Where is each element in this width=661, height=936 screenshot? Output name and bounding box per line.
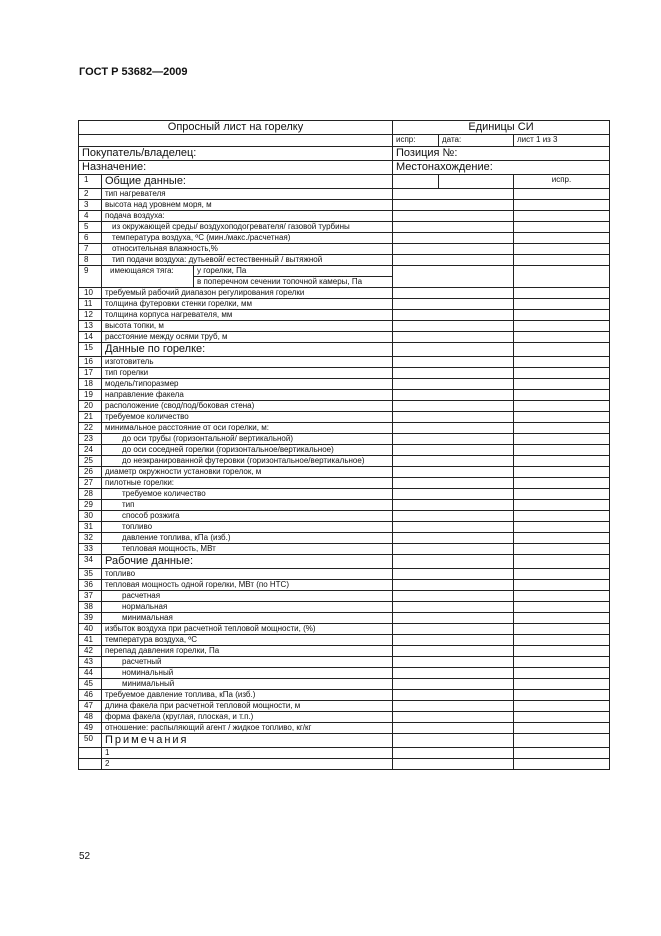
row-label: топливо <box>102 569 393 580</box>
value-cell[interactable] <box>393 244 514 255</box>
buyer-label: Покупатель/владелец: <box>79 147 393 161</box>
row-number <box>79 759 102 770</box>
note-line: 2 <box>102 759 393 770</box>
purpose-label: Назначение: <box>79 161 393 175</box>
draft-burner-label: у горелки, Па <box>194 266 392 277</box>
table-row <box>79 244 610 255</box>
row-number: 8 <box>79 255 102 266</box>
table-row <box>79 467 610 478</box>
value-cell[interactable] <box>393 266 514 288</box>
value-cell[interactable] <box>393 668 514 679</box>
value-cell[interactable] <box>514 759 610 770</box>
section-heading: Примечания <box>102 734 393 748</box>
table-row <box>79 478 610 489</box>
row-number: 49 <box>79 723 102 734</box>
table-row <box>79 390 610 401</box>
row-label: высота над уровнем моря, м <box>102 200 393 211</box>
table-row <box>79 357 610 368</box>
row-number: 19 <box>79 390 102 401</box>
units-title: Единицы СИ <box>393 121 610 135</box>
row-label: расчетная <box>102 591 393 602</box>
row-label: минимальная <box>102 613 393 624</box>
row-label: требуемый рабочий диапазон регулирования горелки <box>102 288 393 299</box>
value-cell[interactable] <box>393 690 514 701</box>
value-cell[interactable] <box>514 244 610 255</box>
value-cell[interactable] <box>393 255 514 266</box>
row-number: 50 <box>79 734 102 748</box>
value-cell[interactable] <box>393 712 514 723</box>
table-row <box>79 343 610 357</box>
row-number: 21 <box>79 412 102 423</box>
row-number: 45 <box>79 679 102 690</box>
table-row <box>79 489 610 500</box>
table-row <box>79 701 610 712</box>
value-cell[interactable] <box>514 200 610 211</box>
value-cell[interactable] <box>393 321 514 332</box>
value-cell[interactable] <box>514 222 610 233</box>
row-number: 2 <box>79 189 102 200</box>
row-number: 12 <box>79 310 102 321</box>
row-label: номинальный <box>102 668 393 679</box>
table-row <box>79 401 610 412</box>
row-number: 28 <box>79 489 102 500</box>
value-cell[interactable] <box>514 211 610 222</box>
row-number: 29 <box>79 500 102 511</box>
value-cell[interactable] <box>393 500 514 511</box>
row-number: 3 <box>79 200 102 211</box>
value-cell[interactable] <box>393 544 514 555</box>
value-cell[interactable] <box>514 569 610 580</box>
value-cell[interactable] <box>514 624 610 635</box>
row-label: до неэкранированной футеровки (горизонтальное/вертикальное) <box>102 456 393 467</box>
row-label: до оси соседней горелки (горизонтальное/вертикальное) <box>102 445 393 456</box>
value-cell[interactable] <box>514 613 610 624</box>
value-cell[interactable] <box>439 175 514 189</box>
row-number: 40 <box>79 624 102 635</box>
value-cell[interactable] <box>514 390 610 401</box>
value-cell[interactable] <box>393 189 514 200</box>
row-number: 23 <box>79 434 102 445</box>
blank-cell <box>79 135 393 147</box>
value-cell[interactable] <box>393 233 514 244</box>
row-label: отношение: распыляющий агент / жидкое топливо, кг/кг <box>102 723 393 734</box>
table-row <box>79 211 610 222</box>
value-cell[interactable] <box>393 580 514 591</box>
table-row <box>79 555 610 569</box>
value-cell[interactable] <box>393 522 514 533</box>
row-label: минимальное расстояние от оси горелки, м: <box>102 423 393 434</box>
value-cell[interactable] <box>393 310 514 321</box>
row-label: способ розжига <box>102 511 393 522</box>
table-row <box>79 657 610 668</box>
location-label: Местонахождение: <box>393 161 610 175</box>
section-heading: Рабочие данные: <box>102 555 393 569</box>
value-cell[interactable] <box>393 613 514 624</box>
value-cell[interactable] <box>514 602 610 613</box>
section-heading: Данные по горелке: <box>102 343 393 357</box>
value-cell[interactable] <box>514 321 610 332</box>
value-cell[interactable] <box>393 211 514 222</box>
table-row <box>79 591 610 602</box>
row-number: 15 <box>79 343 102 357</box>
table-row <box>79 255 610 266</box>
value-cell[interactable] <box>514 357 610 368</box>
row-label: форма факела (круглая, плоская, и т.п.) <box>102 712 393 723</box>
row-label: тепловая мощность, МВт <box>102 544 393 555</box>
table-row <box>79 646 610 657</box>
table-row <box>79 288 610 299</box>
value-cell[interactable] <box>514 467 610 478</box>
row-number: 11 <box>79 299 102 310</box>
row-number: 18 <box>79 379 102 390</box>
table-row <box>79 613 610 624</box>
value-cell[interactable] <box>393 467 514 478</box>
row-number: 5 <box>79 222 102 233</box>
row-label: высота топки, м <box>102 321 393 332</box>
value-cell[interactable] <box>393 332 514 343</box>
row-label: тип подачи воздуха: дутьевой/ естественный / вытяжной <box>102 255 393 266</box>
value-cell[interactable] <box>514 591 610 602</box>
ispr-column-label: испр. <box>514 175 610 189</box>
row-label: минимальный <box>102 679 393 690</box>
value-cell[interactable] <box>393 759 514 770</box>
table-row <box>79 500 610 511</box>
table-row <box>79 759 610 770</box>
value-cell[interactable] <box>514 679 610 690</box>
row-label: имеющаяся тяга: <box>102 266 194 288</box>
value-cell[interactable] <box>393 533 514 544</box>
table-row <box>79 379 610 390</box>
table-row <box>79 624 610 635</box>
value-cell[interactable] <box>514 690 610 701</box>
value-cell[interactable] <box>514 288 610 299</box>
row-label: тип <box>102 500 393 511</box>
draft-chamber-label: в поперечном сечении топочной камеры, Па <box>197 277 363 286</box>
value-cell[interactable] <box>393 401 514 412</box>
value-cell[interactable] <box>393 456 514 467</box>
table-row <box>79 434 610 445</box>
row-number: 38 <box>79 602 102 613</box>
table-row <box>79 635 610 646</box>
table-row <box>79 668 610 679</box>
value-cell[interactable] <box>393 200 514 211</box>
row-label: диаметр окружности установки горелок, м <box>102 467 393 478</box>
value-cell[interactable] <box>514 748 610 759</box>
value-cell[interactable] <box>514 423 610 434</box>
table-row <box>79 544 610 555</box>
value-cell[interactable] <box>393 624 514 635</box>
value-cell[interactable] <box>393 357 514 368</box>
row-number: 27 <box>79 478 102 489</box>
table-row <box>79 712 610 723</box>
value-cell[interactable] <box>393 412 514 423</box>
table-row <box>79 299 610 310</box>
value-cell[interactable] <box>514 723 610 734</box>
table-row <box>79 580 610 591</box>
value-cell[interactable] <box>393 423 514 434</box>
table-row <box>79 690 610 701</box>
row-label: тип горелки <box>102 368 393 379</box>
row-label: пилотные горелки: <box>102 478 393 489</box>
row-label: давление топлива, кПа (изб.) <box>102 533 393 544</box>
table-row <box>79 748 610 759</box>
table-row <box>79 189 610 200</box>
value-cell[interactable] <box>393 602 514 613</box>
date-label: дата: <box>439 135 514 147</box>
row-number: 33 <box>79 544 102 555</box>
row-label: требуемое количество <box>102 412 393 423</box>
value-cell[interactable] <box>393 657 514 668</box>
row-label: до оси трубы (горизонтальной/ вертикальной) <box>102 434 393 445</box>
value-cell[interactable] <box>393 723 514 734</box>
value-cell[interactable] <box>514 500 610 511</box>
row-number: 20 <box>79 401 102 412</box>
row-number: 30 <box>79 511 102 522</box>
row-label: требуемое давление топлива, кПа (изб.) <box>102 690 393 701</box>
row-number: 7 <box>79 244 102 255</box>
table-row <box>79 602 610 613</box>
value-cell[interactable] <box>514 511 610 522</box>
row-number: 32 <box>79 533 102 544</box>
row-number: 6 <box>79 233 102 244</box>
row-number: 42 <box>79 646 102 657</box>
value-cell[interactable] <box>393 679 514 690</box>
row-label: модель/типоразмер <box>102 379 393 390</box>
table-row <box>79 266 610 288</box>
row-number: 36 <box>79 580 102 591</box>
row-number: 47 <box>79 701 102 712</box>
row-label: относительная влажность,% <box>102 244 393 255</box>
row-label: из окружающей среды/ воздухоподогревателя/ газовой турбины <box>102 222 393 233</box>
value-cell[interactable] <box>514 368 610 379</box>
value-cell[interactable] <box>514 668 610 679</box>
draft-subfields <box>194 266 393 288</box>
row-number: 13 <box>79 321 102 332</box>
value-cell[interactable] <box>514 379 610 390</box>
value-cell[interactable] <box>393 635 514 646</box>
sheet-label: лист 1 из 3 <box>514 135 610 147</box>
value-cell[interactable] <box>514 456 610 467</box>
value-cell[interactable] <box>393 434 514 445</box>
value-cell[interactable] <box>514 635 610 646</box>
row-label: расположение (свод/под/боковая стена) <box>102 401 393 412</box>
row-label: нормальная <box>102 602 393 613</box>
row-label: избыток воздуха при расчетной тепловой мощности, (%) <box>102 624 393 635</box>
row-label: подача воздуха: <box>102 211 393 222</box>
value-cell[interactable] <box>514 533 610 544</box>
table-row <box>79 310 610 321</box>
page-number: 52 <box>79 851 91 862</box>
table-row <box>79 679 610 690</box>
form-title: Опросный лист на горелку <box>79 121 393 135</box>
value-cell[interactable] <box>514 657 610 668</box>
value-cell[interactable] <box>393 591 514 602</box>
row-number: 4 <box>79 211 102 222</box>
row-label: тепловая мощность одной горелки, МВт (по НТС) <box>102 580 393 591</box>
row-label: направление факела <box>102 390 393 401</box>
value-cell[interactable] <box>514 255 610 266</box>
value-cell[interactable] <box>393 445 514 456</box>
table-row <box>79 332 610 343</box>
row-number: 14 <box>79 332 102 343</box>
row-label: температура воздуха, ºС <box>102 635 393 646</box>
row-number: 37 <box>79 591 102 602</box>
row-number: 24 <box>79 445 102 456</box>
value-cell[interactable] <box>514 299 610 310</box>
value-cell[interactable] <box>514 434 610 445</box>
row-label: расстояние между осями труб, м <box>102 332 393 343</box>
table-row <box>79 321 610 332</box>
position-label: Позиция №: <box>393 147 610 161</box>
table-row <box>79 723 610 734</box>
value-cell[interactable] <box>393 222 514 233</box>
value-cell[interactable] <box>393 288 514 299</box>
row-number: 26 <box>79 467 102 478</box>
value-cell[interactable] <box>393 489 514 500</box>
row-number: 43 <box>79 657 102 668</box>
value-cell[interactable] <box>514 343 610 357</box>
value-cell[interactable] <box>514 555 610 569</box>
table-row <box>79 200 610 211</box>
value-cell[interactable] <box>393 701 514 712</box>
value-cell[interactable] <box>514 522 610 533</box>
value-cell[interactable] <box>514 310 610 321</box>
value-cell[interactable] <box>514 445 610 456</box>
row-number: 35 <box>79 569 102 580</box>
value-cell[interactable] <box>393 343 514 357</box>
value-cell[interactable] <box>514 412 610 423</box>
row-number: 10 <box>79 288 102 299</box>
value-cell[interactable] <box>393 511 514 522</box>
row-label: толщина футеровки стенки горелки, мм <box>102 299 393 310</box>
row-label: требуемое количество <box>102 489 393 500</box>
table-row <box>79 569 610 580</box>
questionnaire-table <box>78 120 610 770</box>
value-cell[interactable] <box>514 489 610 500</box>
value-cell[interactable] <box>514 233 610 244</box>
value-cell[interactable] <box>514 266 610 288</box>
row-number: 31 <box>79 522 102 533</box>
table-row <box>79 511 610 522</box>
table-row <box>79 412 610 423</box>
value-cell[interactable] <box>514 701 610 712</box>
table-row <box>79 734 610 748</box>
section-heading: Общие данные: <box>102 175 393 189</box>
table-row <box>79 368 610 379</box>
value-cell[interactable] <box>393 555 514 569</box>
table-row <box>79 533 610 544</box>
table-row <box>79 522 610 533</box>
value-cell[interactable] <box>514 580 610 591</box>
ispr-label: испр: <box>393 135 439 147</box>
table-row <box>79 445 610 456</box>
document-header: ГОСТ Р 53682—2009 <box>79 66 188 78</box>
row-number: 34 <box>79 555 102 569</box>
value-cell[interactable] <box>393 299 514 310</box>
row-number: 16 <box>79 357 102 368</box>
value-cell[interactable] <box>514 734 610 748</box>
row-number: 1 <box>79 175 102 189</box>
burner-questionnaire-form <box>78 120 609 770</box>
value-cell[interactable] <box>514 189 610 200</box>
row-label: изготовитель <box>102 357 393 368</box>
row-number: 9 <box>79 266 102 288</box>
row-label: тип нагревателя <box>102 189 393 200</box>
table-row <box>79 222 610 233</box>
row-label: температура воздуха, ºС (мин./макс./расчетная) <box>102 233 393 244</box>
row-label: толщина корпуса нагревателя, мм <box>102 310 393 321</box>
value-cell[interactable] <box>514 401 610 412</box>
row-label: длина факела при расчетной тепловой мощности, м <box>102 701 393 712</box>
row-number: 17 <box>79 368 102 379</box>
value-cell[interactable] <box>393 748 514 759</box>
value-cell[interactable] <box>393 569 514 580</box>
value-cell[interactable] <box>393 390 514 401</box>
row-label: перепад давления горелки, Па <box>102 646 393 657</box>
row-number: 39 <box>79 613 102 624</box>
value-cell[interactable] <box>514 646 610 657</box>
row-label: топливо <box>102 522 393 533</box>
table-row <box>79 233 610 244</box>
row-number: 46 <box>79 690 102 701</box>
row-number: 22 <box>79 423 102 434</box>
value-cell[interactable] <box>514 332 610 343</box>
value-cell[interactable] <box>393 646 514 657</box>
value-cell[interactable] <box>514 478 610 489</box>
value-cell[interactable] <box>393 734 514 748</box>
row-number: 44 <box>79 668 102 679</box>
row-number: 48 <box>79 712 102 723</box>
value-cell[interactable] <box>393 379 514 390</box>
table-row <box>79 423 610 434</box>
value-cell[interactable] <box>514 544 610 555</box>
value-cell[interactable] <box>393 175 439 189</box>
value-cell[interactable] <box>514 712 610 723</box>
table-row <box>79 456 610 467</box>
table-row <box>79 175 610 189</box>
value-cell[interactable] <box>393 368 514 379</box>
row-number <box>79 748 102 759</box>
row-number: 41 <box>79 635 102 646</box>
value-cell[interactable] <box>393 478 514 489</box>
row-label: расчетный <box>102 657 393 668</box>
row-number: 25 <box>79 456 102 467</box>
note-line: 1 <box>102 748 393 759</box>
